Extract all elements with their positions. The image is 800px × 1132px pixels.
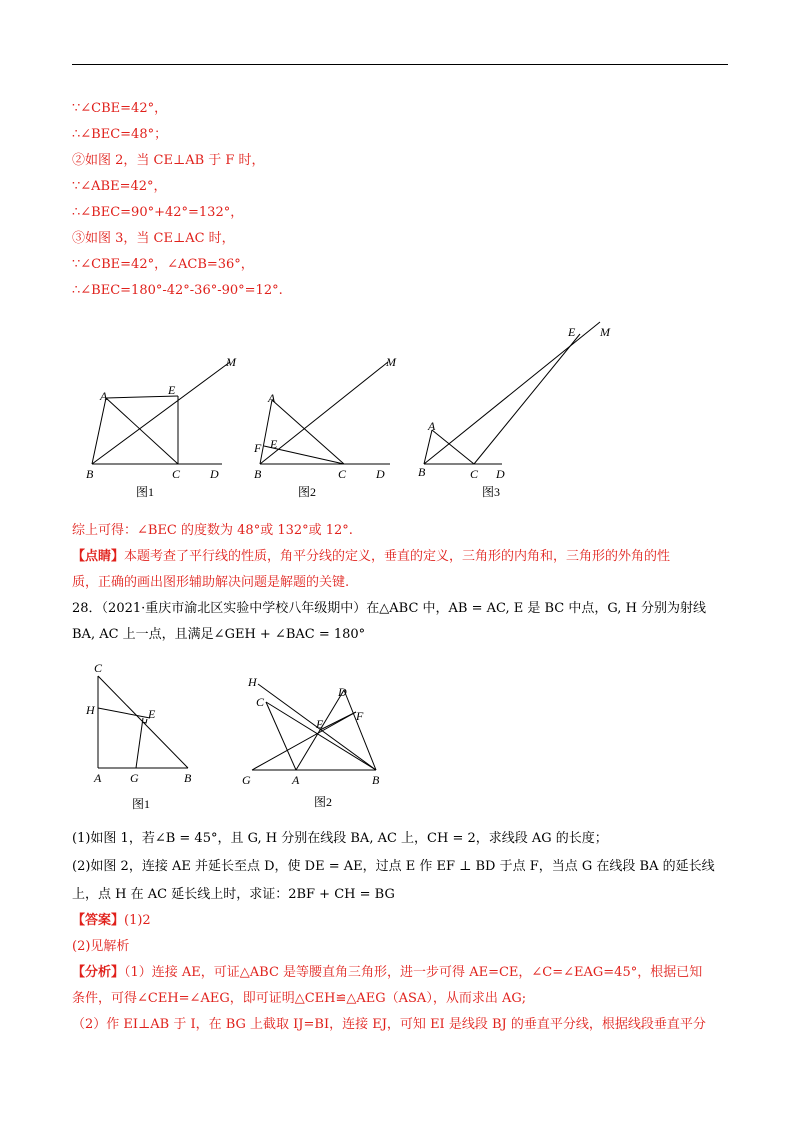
label-D: D (376, 467, 385, 481)
figure-1-top (80, 310, 260, 510)
label-G: G (242, 773, 251, 787)
label-H: H (248, 675, 257, 689)
analysis-text: （1）连接 AE，可证△ABC 是等腰直角三角形，进一步可得 AE=CE，∠C=∠EAG=45°，根据已知 (124, 965, 703, 980)
label-F: F (254, 441, 262, 455)
label-C: C (470, 467, 479, 481)
label-A: A (428, 419, 436, 433)
label-C: C (94, 661, 103, 675)
dianjing-text: 本题考查了平行线的性质，角平分线的定义，垂直的定义，三角形的内角和，三角形的外角的性 (124, 549, 671, 564)
label-H: H (86, 703, 95, 717)
question-28-line-1: 28．（2021·重庆市渝北区实验中学校八年级期中）在△ABC 中，AB = AC, E 是 BC 中点，G, H 分别为射线 (72, 601, 707, 616)
solution-line: ∴∠BEC=48°； (72, 127, 168, 142)
fig-caption: 图2 (298, 485, 317, 499)
label-C: C (256, 695, 265, 709)
label-C: C (172, 467, 181, 481)
analysis-line-1 (72, 964, 702, 982)
label-A: A (94, 771, 102, 785)
label-E: E (148, 707, 156, 721)
dianjing-line-1 (72, 548, 670, 566)
figure-q28-1 (84, 656, 214, 816)
fig-caption: 图1 (136, 485, 155, 499)
label-D: D (338, 685, 347, 699)
label-E: E (270, 437, 278, 451)
part-1: (1)如图 1，若∠B = 45°，且 G, H 分别在线段 BA, AC 上，CH = 2，求线段 AG 的长度； (72, 831, 608, 846)
answer-2: (2)见解析 (72, 939, 130, 954)
part-2-line-1: (2)如图 2，连接 AE 并延长至点 D，使 DE = AE，过点 E 作 EF ⊥ BD 于点 F，当点 G 在线段 BA 的延长线 (72, 859, 715, 874)
label-A: A (268, 391, 276, 405)
answer-1: (1)2 (124, 913, 151, 928)
solution-line: ③如图 3，当 CE⊥AC 时， (72, 231, 235, 246)
label-B: B (372, 773, 380, 787)
solution-line: ②如图 2，当 CE⊥AB 于 F 时， (72, 153, 265, 168)
analysis-line-2: 条件，可得∠CEH=∠AEG，即可证明△CEH≌△AEG（ASA），从而求出 AG; (72, 991, 527, 1006)
label-E: E (168, 383, 176, 397)
label-B: B (418, 465, 426, 479)
analysis-line-3: （2）作 EI⊥AB 于 I，在 BG 上截取 IJ=BI，连接 EJ，可知 EI 是线段 BJ 的垂直平分线，根据线段垂直平分 (72, 1017, 706, 1032)
figure-q28-2 (240, 668, 400, 818)
label-E: E (316, 717, 324, 731)
label-G: G (130, 771, 139, 785)
dianjing-line-2: 质，正确的画出图形辅助解决问题是解题的关键. (72, 575, 350, 590)
question-28-line-2: BA, AC 上一点，且满足∠GEH + ∠BAC = 180° (72, 627, 366, 642)
summary-line: 综上可得：∠BEC 的度数为 48°或 132°或 12°. (72, 523, 353, 538)
fig-caption: 图1 (132, 797, 151, 811)
label-A: A (292, 773, 300, 787)
solution-line: ∴∠BEC=180°-42°-36°-90°=12°. (72, 283, 283, 298)
figure-2-top (248, 310, 428, 510)
label-M: M (600, 325, 610, 339)
dianjing-tag: 【点睛】 (72, 549, 125, 564)
solution-line: ∴∠BEC=90°+42°=132°， (72, 205, 244, 220)
figure-3-top (412, 310, 622, 510)
label-E: E (568, 325, 576, 339)
label-D: D (210, 467, 219, 481)
label-D: D (496, 467, 505, 481)
label-M: M (386, 355, 396, 369)
solution-line: ∵∠ABE=42°， (72, 179, 167, 194)
header-rule (72, 64, 728, 65)
label-B: B (184, 771, 192, 785)
label-F: F (356, 709, 364, 723)
answer-tag: 【答案】 (72, 913, 125, 928)
analysis-tag: 【分析】 (72, 965, 125, 980)
label-B: B (254, 467, 262, 481)
solution-line: ∵∠CBE=42°， (72, 101, 168, 116)
label-C: C (338, 467, 347, 481)
fig-caption: 图3 (482, 485, 501, 499)
answer-line (72, 912, 151, 930)
solution-line: ∵∠CBE=42°，∠ACB=36°， (72, 257, 254, 272)
label-M: M (226, 355, 236, 369)
label-B: B (86, 467, 94, 481)
fig-caption: 图2 (314, 795, 333, 809)
label-A: A (100, 389, 108, 403)
part-2-line-2: 上，点 H 在 AC 延长线上时，求证：2BF + CH = BG (72, 887, 395, 902)
